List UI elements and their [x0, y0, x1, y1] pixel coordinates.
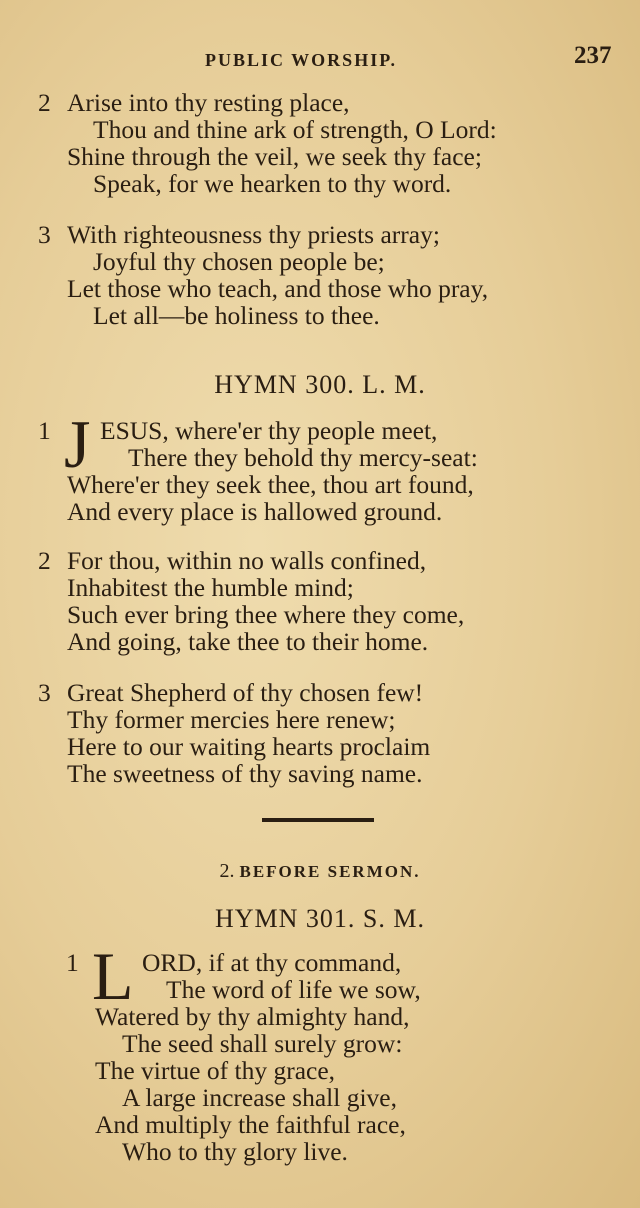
stanza-number: 1 [38, 416, 51, 445]
verse-line: Where'er they seek thee, thou art found, [67, 470, 474, 499]
stanza-number: 2 [38, 88, 51, 117]
hymn-301-title: HYMN 301. S. M. [214, 904, 426, 933]
drop-cap: J [64, 406, 91, 482]
verse-line: The virtue of thy grace, [95, 1056, 336, 1085]
verse-line: And every place is hallowed ground. [67, 497, 443, 526]
running-head-title: PUBLIC WORSHIP. [205, 50, 398, 70]
verse-line: Such ever bring thee where they come, [67, 600, 465, 629]
verse-line: Thou and thine ark of strength, O Lord: [93, 115, 497, 144]
verse-line: Watered by thy almighty hand, [95, 1002, 410, 1031]
verse-line: There they behold thy mercy-seat: [128, 443, 478, 472]
stanza-number: 3 [38, 678, 51, 707]
verse-line: Let all—be holiness to thee. [93, 301, 380, 330]
verse-line: The seed shall surely grow: [122, 1029, 403, 1058]
hymn-300-title: HYMN 300. L. M. [214, 370, 426, 399]
stanza-number: 3 [38, 220, 51, 249]
verse-line: Speak, for we hearken to thy word. [93, 169, 452, 198]
verse-line: With righteousness thy priests array; [67, 220, 440, 249]
page-number: 237 [574, 42, 612, 69]
section-heading [0, 856, 640, 887]
verse-line: Great Shepherd of thy chosen few! [67, 678, 424, 707]
verse-line: The word of life we sow, [166, 975, 421, 1004]
verse-line: The sweetness of thy saving name. [67, 759, 423, 788]
stanza-number: 2 [38, 546, 51, 575]
verse-line: Who to thy glory live. [122, 1137, 348, 1166]
verse-line: Here to our waiting hearts proclaim [67, 732, 431, 761]
verse-line: And multiply the faithful race, [95, 1110, 406, 1139]
running-head [0, 40, 640, 80]
verse-line: A large increase shall give, [122, 1083, 397, 1112]
verse-line: ORD, if at thy command, [142, 948, 402, 977]
stanza-number: 1 [66, 948, 79, 977]
section-divider [262, 818, 374, 822]
verse-line: Thy former mercies here renew; [67, 705, 396, 734]
verse-line: ESUS, where'er thy people meet, [100, 416, 438, 445]
drop-cap: L [92, 938, 134, 1014]
verse-line: And going, take thee to their home. [67, 627, 429, 656]
verse-line: Let those who teach, and those who pray, [67, 274, 489, 303]
verse-line: Arise into thy resting place, [67, 88, 350, 117]
section-number: 2. [219, 860, 235, 882]
verse-line: Shine through the veil, we seek thy face; [67, 142, 482, 171]
verse-line: Inhabitest the humble mind; [67, 573, 354, 602]
verse-line: Joyful thy chosen people be; [93, 247, 385, 276]
section-title: BEFORE SERMON. [239, 862, 421, 881]
verse-line: For thou, within no walls confined, [67, 546, 427, 575]
